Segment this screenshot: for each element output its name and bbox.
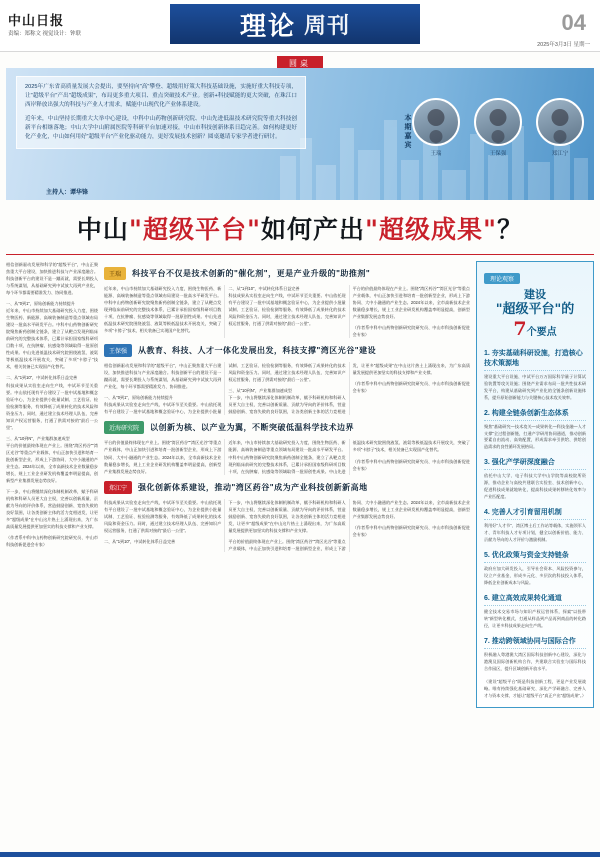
sidebar-title-line3: [484, 318, 586, 342]
topic1-para-1: 近年来，中山市持续加大基础研究投入力度，围绕生物医药、新能源、高端装备制造等重点领域布局建设一批高水平研发平台。中科中山药物创新研究院聚焦新药创制全链条，建立了从靶点发现到临床前研究的完整技术体系，已累计承担国家级科研项目数十项，在抗肿瘤、抗感染等领域取得一批原创性成果。中山先进低温技术研究院围绕液氢、液氦等极低温技术开展攻关，突破了多项"卡脖子"技术，相关装备已实现国产化替代。: [104, 286, 222, 334]
guest-item: [472, 98, 524, 157]
topic-heading-3: [104, 421, 470, 434]
paper-name: 中山日报: [8, 13, 65, 28]
banner-main-title: 理论: [239, 11, 296, 42]
topic-speaker-tag-1: 王瑞: [104, 267, 126, 280]
article-body: [6, 261, 594, 708]
guest-list: [410, 98, 586, 157]
topic2-para-3: 下一步，中山将继续深化体制机制改革，赋予科研机构和科研人员更大自主权，完善以创新质量、贡献为导向的评价体系，营造鼓励创新、宽容失败的良好氛围，让各类创新主体的活力竞相迸发，让更多"超级成果"在中山这片热土上涌现出来，为广东高质量发展提供更加坚实的科技支撑和产业支撑。: [228, 363, 470, 415]
topic4-para-3: 平台的价值最终体现在产业上。围绕"湾区药谷""湾区光谷"等重点产业载体，中山正加快引进和培育一批创新型企业，形成上下游协同、大中小融通的产业生态。2024年以来，全市高新技术企业数量稳步增长，规上工业企业研发机构覆盖率明显提高，创新型产业集群发展态势良好。: [228, 499, 470, 552]
sidebar-point-body: 利用好"人才节"、湾区博士后工作站等载体，实施领军人才、青年科技人才专项计划，健全以创新价值、能力、贡献为导向的人才评价与激励机制。: [484, 523, 586, 543]
guest-name: 郑江宁: [551, 151, 569, 157]
headline-divider: [6, 254, 594, 255]
topic-speaker-tag-3: 近海研究院: [104, 421, 144, 434]
guest-item: [410, 98, 462, 157]
sidebar-point-heading: 1. 夯实基础科研设施，打造核心技术策源地: [484, 348, 586, 371]
lead-paragraph: 相信创新驱动发展和科学的"超级平台"，中山正聚焦重大平台建设，加快推进科技与产业深度融合。科技创新平台的建设不是一蹴而就，需要长期投入与系统谋划，从基础研究到中试放大再到产业化，每个环节都需要精准发力、协同推进。: [6, 262, 98, 296]
topic2-para-2: 科技成果从实验室走向生产线，中试环节至关重要。中山依托现有平台建设了一批中试基地和概念验证中心，为企业提供小批量试制、工艺验证、检验检测等服务，有效降低了成果转化的技术风险和资金压力。同时，通过建立技术经理人队伍、完善知识产权运营服务，打通了供需对接的"最后一公里"。: [104, 363, 346, 415]
guest-section-label: 本期嘉宾: [404, 114, 411, 150]
left-subhead-c: 三、从"10到N"，产业集群加速成型: [6, 435, 70, 441]
sidebar-point: [484, 593, 586, 630]
sidebar-point: [484, 408, 586, 452]
topic1-credit: （作者系中科中山药物创新研究院研究员、中山市科技创新促进会专家）: [352, 325, 470, 338]
topic4-subhead: 二、从"1到10"，中试转化体系日益完善: [104, 539, 176, 545]
topic3-para-2: 近年来，中山市持续加大基础研究投入力度，围绕生物医药、新能源、高端装备制造等重点领域布局建设一批高水平研发平台。中科中山药物创新研究院聚焦新药创制全链条，建立了从靶点发现到临床前研究的完整技术体系，已累计承担国家级科研项目数十项，在抗肿瘤、抗感染等领域取得一批原创性成果。中山先进低温技术研究院围绕液氢、液氦等极低温技术开展攻关，突破了多项"卡脖子"技术，相关装备已实现国产化替代。: [228, 440, 470, 474]
topic-title-1: 科技平台不仅是技术创新的"催化剂"，更是产业升级的"助推剂": [132, 269, 371, 278]
left-subhead-a: 一、从"0到1"，原始创新能力持续提升: [6, 301, 75, 307]
sidebar-point-body: 聚焦"基础研究—技术攻关—成果转化—科技金融—人才支撑"全过程创新链，打通产学研用协同通道，推动创新要素自由流动、高效配置，形成需求牵引供给、供给创造需求的良性循环发展格局。: [484, 423, 586, 450]
avatar: [474, 98, 522, 146]
masthead: [0, 0, 600, 52]
topic-body-1: [104, 285, 470, 338]
host-label: 主持人：谭华锋: [46, 190, 89, 196]
sidebar-point-count: 7: [513, 318, 527, 340]
hero-paragraph-1: 2025年广东省高质量发展大会提出，要坚持向"高"攀登、超级用好策大科技基础设施，实施好重大科技专项，让"超级平台"产出"超级成果"，布局更多重大项目、重点突破技术产业。创新+科技赋能的更大突破，在珠江口西岸释放出强大的科技与产业人才需求，赋能中山现代化产业体系建设。: [25, 84, 297, 109]
left-body-a: 近年来，中山市持续加大基础研究投入力度，围绕生物医药、新能源、高端装备制造等重点领域布局建设一批高水平研发平台。中科中山药物创新研究院聚焦新药创制全链条，建立了从靶点发现到临床前研究的完整技术体系，已累计承担国家级科研项目数十项，在抗肿瘤、抗感染等领域取得一批原创性成果。中山先进低温技术研究院围绕液氢、液氦等极低温技术开展攻关，突破了多项"卡脖子"技术，相关装备已实现国产化替代。: [6, 308, 98, 370]
guest-item: [534, 98, 586, 157]
sidebar-point-heading: 3. 强化产学研深度融合: [484, 457, 586, 470]
topic-heading-2: [104, 344, 470, 357]
sidebar-footer-note: （建设"超级平台"既是科技创新工程，更是产业发展战略。唯有持续强化基础研究、深化产学研融合、完善人才与资本支撑，才能让"超级平台"真正产出"超级成果"。）: [484, 678, 587, 698]
sidebar-title-line1: 建设: [524, 288, 546, 301]
sidebar-title-line2: "超级平台"的: [495, 301, 575, 317]
topic-title-2: 从教育、科技、人才一体化发展出发，科技支撑"湾区光谷"建设: [138, 346, 377, 356]
sidebar-point-body: 积极融入粤港澳大湾区国际科技创新中心建设，深化与港澳及国际创新机构合作，共建联合实验室与国际科技合作园区，提升区域创新开放水平。: [484, 651, 586, 671]
topic2-subhead: 一、从"0到1"，原始创新能力持续提升: [104, 395, 173, 401]
topic3-para-1: 平台的价值最终体现在产业上。围绕"湾区药谷""湾区光谷"等重点产业载体，中山正加快引进和培育一批创新型企业，形成上下游协同、大中小融通的产业生态。2024年以来，全市高新技术企业数量稳步增长，规上工业企业研发机构覆盖率明显提高，创新型产业集群发展态势良好。: [104, 440, 222, 474]
sidebar-point-body: 建设重大平台设施、中试平台万万国际科学量子计算试验装置等攻关设施；围绕产业需求布局一批共性技术研发平台，构建从基础研究到产业化的全链条创新设施体系，提升原始创新能力与关键核心技术攻关效率。: [484, 373, 586, 400]
right-column: [476, 261, 594, 708]
sidebar-title: [484, 288, 586, 342]
avatar: [412, 98, 460, 146]
sidebar-point-heading: 2. 构建全链条创新生态体系: [484, 408, 586, 421]
headline-part-2: 如何产出: [260, 215, 365, 244]
headline-part-3: ？: [497, 215, 524, 244]
left-subhead-b: 二、从"1到10"，中试转化体系日益完善: [6, 375, 78, 381]
topic-body-2: [104, 362, 470, 415]
headline-part-1: 中山: [76, 215, 129, 244]
topic1-para-3: 平台的价值最终体现在产业上。围绕"湾区药谷""湾区光谷"等重点产业载体，中山正加快引进和培育一批创新型企业，形成上下游协同、大中小融通的产业生态。2024年以来，全市高新技术企业数量稳步增长，规上工业企业研发机构覆盖率明显提高，创新型产业集群发展态势良好。: [352, 286, 470, 320]
footer-bar: [0, 852, 600, 857]
topic1-subhead: 二、从"1到10"，中试转化体系日益完善: [228, 286, 300, 291]
sidebar-point-heading: 5. 优化政策与资金支持链条: [484, 550, 586, 563]
topic4-para-2: 下一步，中山将继续深化体制机制改革，赋予科研机构和科研人员更大自主权，完善以创新质量、贡献为导向的评价体系，营造鼓励创新、宽容失败的良好氛围，让各类创新主体的活力竞相迸发，让更多"超级成果"在中山这片热土上涌现出来，为广东高质量发展提供更加坚实的科技支撑和产业支撑。: [228, 499, 346, 534]
topic2-credit: （作者系中科中山药物创新研究院研究员、中山市科技创新促进会专家）: [352, 381, 470, 394]
topic2-subhead-2: 三、从"10到N"，产业集群加速成型: [228, 388, 292, 394]
sidebar-point: [484, 550, 586, 587]
publication-date: 2025年3月3日 星期一: [537, 42, 590, 48]
topic-body-4: [104, 499, 470, 552]
left-body-d: 下一步，中山将继续深化体制机制改革，赋予科研机构和科研人员更大自主权，完善以创新质量、贡献为导向的评价体系，营造鼓励创新、宽容失败的良好氛围，让各类创新主体的活力竞相迸发，让更多"超级成果"在中山这片热土上涌现出来，为广东高质量发展提供更加坚实的科技支撑和产业支撑。: [6, 488, 98, 530]
left-credit: （作者系中科中山药物创新研究院研究员、中山市科技创新促进会专家）: [6, 535, 98, 548]
topic-heading-4: [104, 481, 470, 494]
left-column: [6, 261, 98, 708]
sidebar-point-heading: 4. 完善人才引育留用机制: [484, 507, 586, 520]
sidebar-point: [484, 457, 586, 501]
topic1-para-2: 科技成果从实验室走向生产线，中试环节至关重要。中山依托现有平台建设了一批中试基地和概念验证中心，为企业提供小批量试制、工艺验证、检验检测等服务，有效降低了成果转化的技术风险和资金压力。同时，通过建立技术经理人队伍、完善知识产权运营服务，打通了供需对接的"最后一公里"。: [228, 293, 346, 327]
sidebar-point-body: 依托中山大学、电子科技大学中山学院等高校院所资源，推动企业与高校共建联合实验室、技术创新中心，促进科技成果就地转化，提高科技成果转移转化效率与产业匹配度。: [484, 473, 586, 500]
sidebar-point-body: 健全技术交易市场与知识产权运营体系，探索"以投带转"新型转化模式，打通从样品到产品再到商品的转化路径，让更多科技成果走向生产线。: [484, 608, 586, 628]
headline-quote-2: "超级成果": [365, 215, 498, 244]
section-banner: [170, 4, 420, 44]
sidebar-point: [484, 348, 586, 402]
topic-speaker-tag-4: 郑江宁: [104, 481, 132, 494]
left-body-b: 科技成果从实验室走向生产线，中试环节至关重要。中山依托现有平台建设了一批中试基地和概念验证中心，为企业提供小批量试制、工艺验证、检验检测等服务，有效降低了成果转化的技术风险和资金压力。同时，通过建立技术经理人队伍、完善知识产权运营服务，打通了供需对接的"最后一公里"。: [6, 382, 98, 430]
sidebar-point-body: 政府应加大研发投入，引导社会资本、风险投资参与，设立产业基金，形成多元化、多层次的科技投入体系，降低企业创新成本与风险。: [484, 566, 586, 585]
topic2-para-1: 相信创新驱动发展和科学的"超级平台"，中山正聚焦重大平台建设，加快推进科技与产业深度融合。科技创新平台的建设不是一蹴而就，需要长期投入与系统谋划，从基础研究到中试放大再到产业化，每个环节都需要精准发力、协同推进。: [104, 363, 222, 390]
topic-title-3: 以创新为核、以产业为翼，不断突破低温科学技术边界: [150, 423, 355, 433]
headline-quote-1: "超级平台": [128, 215, 261, 244]
topic-title-4: 强化创新体系建设，推动"湾区药谷"成为产业科技创新新高地: [138, 482, 368, 492]
guest-name: 王瑞: [430, 151, 442, 157]
page-number: 04: [561, 10, 586, 35]
sidebar-point-heading: 7. 推动跨领域协同与国际合作: [484, 636, 586, 649]
hero-banner: [6, 68, 594, 200]
sidebar-panel: [476, 261, 594, 708]
sidebar-point: [484, 507, 586, 544]
section-tag: 圆桌: [277, 56, 323, 71]
sidebar-point: [484, 636, 586, 673]
left-body-c: 平台的价值最终体现在产业上。围绕"湾区药谷""湾区光谷"等重点产业载体，中山正加快引进和培育一批创新型企业，形成上下游协同、大中小融通的产业生态。2024年以来，全市高新技术企业数量稳步增长，规上工业企业研发机构覆盖率明显提高，创新型产业集群发展态势良好。: [6, 442, 98, 483]
topic-speaker-tag-2: 王保强: [104, 344, 132, 357]
banner-sub-title: 周刊: [304, 12, 351, 38]
hero-intro-text: [16, 76, 306, 149]
main-column: [104, 261, 470, 708]
sidebar-flag: 理论观察: [484, 273, 520, 284]
avatar: [536, 98, 584, 146]
hero-paragraph-2: 近年来，中山坚持长期重大大举中心建设，中科中山药物创新研究院、中山先进低温技术研究院等重大科技创新平台相继落地；中山大学中山附属医院等科研平台加速对接，中山市科技创新体系日趋完善。如何构建更好化产业化，中山如何用好"超级平台"产业化驱动能力，更好发展技术创新？圆桌邀请专家学者进行研讨。: [25, 115, 297, 141]
sidebar-point-heading: 6. 建立高效成果转化通道: [484, 593, 586, 606]
sidebar-title-suffix: 个要点: [526, 327, 557, 338]
page-title: [0, 210, 600, 246]
paper-credits: 责编：郑称文 视觉设计：钟联: [8, 31, 82, 37]
topic4-para-1: 科技成果从实验室走向生产线，中试环节至关重要。中山依托现有平台建设了一批中试基地和概念验证中心，为企业提供小批量试制、工艺验证、检验检测等服务，有效降低了成果转化的技术风险和资金压力。同时，通过建立技术经理人队伍、完善知识产权运营服务，打通了供需对接的"最后一公里"。: [104, 499, 222, 534]
topic-heading-1: [104, 267, 470, 280]
topic3-credit: （作者系中科中山药物创新研究院研究员、中山市科技创新促进会专家）: [352, 458, 470, 471]
topic-body-3: [104, 439, 470, 474]
topic4-credit: （作者系中科中山药物创新研究院研究员、中山市科技创新促进会专家）: [352, 525, 470, 538]
guest-name: 王保强: [489, 151, 507, 157]
